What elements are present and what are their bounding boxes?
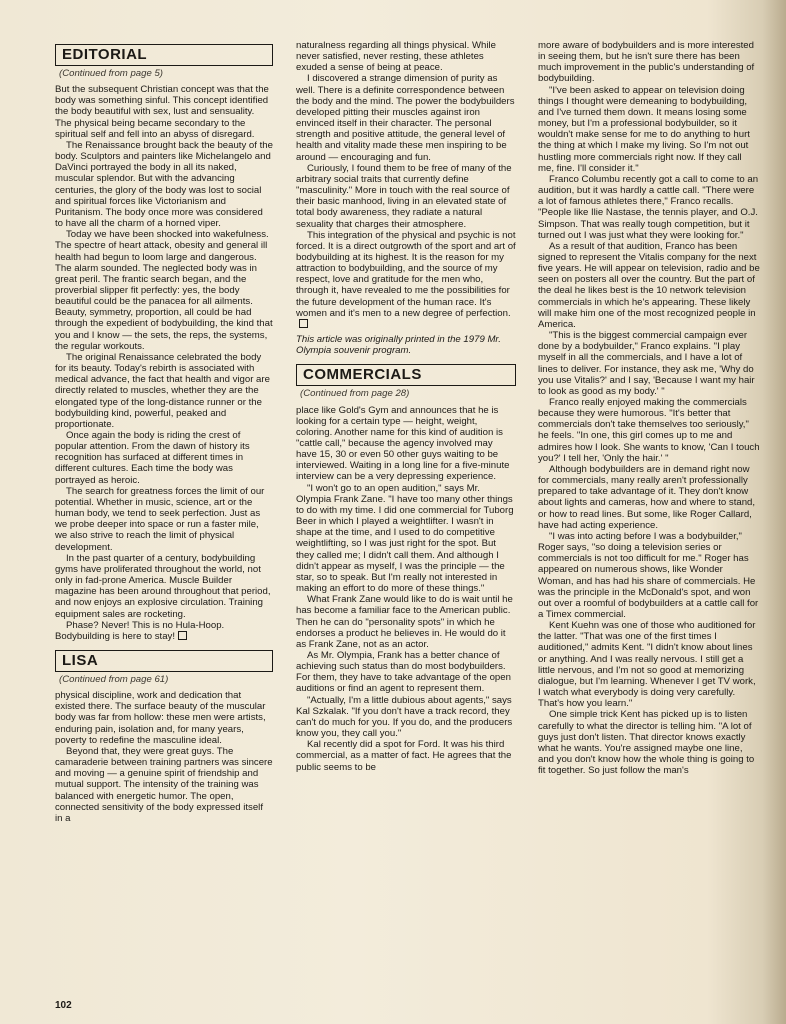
- commercials-paragraph: place like Gold's Gym and announces that he is looking for a certain type — height, weight, coloring. Another name for this kind of audition is "cattle call," because the agency involved may have 15, 30 or even 50 other guys waiting to be interviewed. Waiting in a long line for a five-minute interview can be a very depressing experience.: [296, 404, 510, 483]
- editorial-closing-text: Phase? Never! This is no Hula-Hoop. Bodybuilding is here to stay!: [55, 619, 225, 642]
- commercials-paragraph: "This is the biggest commercial campaign ever done by a bodybuilder," Franco explains. "I play myself in all the commercials, and I have a lot of lines to deliver. For instance, they ask me, 'Why do you use Vitalis?' and I say, 'Because I want my hair to look as good as my body.' ": [538, 330, 755, 397]
- commercials-paragraph: "Actually, I'm a little dubious about agents," says Kal Szkalak. "If you don't have a track record, they can't do much for you. If you do, and the producers know you, they call you.": [296, 694, 513, 740]
- lisa-heading: LISA: [55, 650, 273, 672]
- editorial-closing-paragraph: [55, 620, 273, 642]
- lisa-continued: (Continued from page 61): [59, 673, 169, 685]
- commercials-paragraph: "I was into acting before I was a bodybuilder," Roger says, "so doing a television series or commercials is not too difficult for me." Roger has appeared on numerous shows, like Wonder Woman, and has had his share of commercials. He was the principle in the McDonald's spot, and won out over a roomful of bodybuilders at a cattle call for a Timex commercial.: [538, 530, 759, 620]
- end-mark-icon: [178, 631, 187, 640]
- commercials-paragraph: Franco really enjoyed making the commercials because they were humorous. "It's better that commercials don't take themselves too seriously," he feels. "In one, this girl comes up to me and admires how I look. She wants to know, 'Can I touch you?' I tell her, 'Only the hair.' ": [538, 397, 760, 464]
- lisa-closing-text: This integration of the physical and psychic is not forced. It is a direct outgrowth of the sport and art of bodybuilding at its highest. It is the reason for my attraction to bodybuilding, and the source of my respect, love and gratitude for the men who, through it, have revealed to me the possibilities for the future development of the human race. It's women and it's men to a new degree of perfection.: [296, 229, 516, 319]
- lisa-closing-paragraph: [296, 230, 516, 330]
- commercials-paragraph: Kent Kuehn was one of those who auditioned for the latter. "That was one of the first times I auditioned," admits Kent. "I didn't know about lines or anything. And I was really nervous. I still get a little nervous, and I'm not so good at memorizing dialogue, but I'm learning. Whenever I get TV work, I watch what everybody is doing very carefully. That's how you learn.": [538, 620, 756, 710]
- commercials-paragraph: Franco Columbu recently got a call to come to an audition, but it was hardly a cattle call. "There were a lot of famous athletes there," Franco recalls. "People like Ilie Nastase, the tennis player, and O.J. Simpson. That was really tough competition, but it turned out I was just what they were looking for.": [538, 173, 759, 241]
- editorial-continued: (Continued from page 5): [59, 68, 163, 79]
- commercials-paragraph: Although bodybuilders are in demand right now for commercials, many really aren't professionally prepared to take advantage of it. They don't know about lights and cameras, how and where to stand, or how to read lines. But some, like Roger Callard, have had acting experience.: [538, 463, 756, 531]
- commercials-paragraph: As a result of that audition, Franco has been signed to represent the Vitalis company for the next five years. He will appear on television, radio and be seen on posters all over the country. But the part of the deal he likes best is the 10 network television commercials in which he's appearing. These likely will make him one of the most recognized people in America.: [538, 240, 760, 330]
- editorial-paragraph: Today we have been shocked into wakefulness. The spectre of heart attack, obesity and general ill health had begun to loom large and dangerous. The alarm sounded. The neglected body was in great peril. The frantic search began, and the proverbial slipper fit perfectly: yes, the body beautiful could be the panacea for all ailments. Beauty, symmetry, proportion, all could be had through the expedient of bodybuilding, the kind that you and I know — the sets, the reps, the systems, the regular workouts.: [55, 229, 273, 352]
- lisa-paragraph: physical discipline, work and dedication that existed there. The surface beauty of the muscular body was far from hollow: these men were artists, enduring pain, isolation and, for many years, poverty to redefine the masculine ideal.: [55, 690, 266, 746]
- lisa-source-note: This article was originally printed in the 1979 Mr. Olympia souvenir program.: [296, 334, 501, 357]
- commercials-paragraph: What Frank Zane would like to do is wait until he has become a familiar face to the American public. Then he can do "personality spots" in which he endorses a product he believes in. He would do it as Frank Zane, not as an actor.: [296, 594, 513, 650]
- column-1: [55, 44, 273, 824]
- lisa-paragraph: Curiously, I found them to be free of many of the arbitrary social traits that currently define "masculinity." More in touch with the real source of their basic manhood, living in an elevated state of total body awareness, they radiate a natural sexuality that charges their atmosphere.: [296, 162, 512, 230]
- commercials-continued: (Continued from page 28): [300, 388, 410, 400]
- commercials-paragraph: Kal recently did a spot for Ford. It was his third commercial, as a matter of fact. He agrees that the public seems to be: [296, 739, 512, 773]
- commercials-paragraph: "I've been asked to appear on television doing things I thought were demeaning to bodybuilding, and I've turned them down. It means losing some money, but I'm a professional bodybuilder, so it wouldn't make sense for me to do anything to hurt the thing at which I make my living. So I'm not out hustling more commercials right now. If they call me, fine. I'll consider it.": [538, 84, 750, 174]
- editorial-paragraph: But the subsequent Christian concept was that the body was something sinful. This concept identified the body beautiful with sex, lust and sensuality. The physical being became secondary to the spiritual self and fell into an abyss of disregard.: [55, 84, 269, 140]
- lisa-paragraph: I discovered a strange dimension of purity as well. There is a definite correspondence between the body and the mind. The power the bodybuilders developed pitting their muscles against iron envinced itself in their character. The personal strength and positive attitude, the general level of health and vitality made these men inspiring to be around — encouraging and fun.: [296, 73, 515, 163]
- column-3: [538, 40, 760, 776]
- commercials-paragraph: As Mr. Olympia, Frank has a better chance of achieving such status than do most bodybuilders. For them, they have to take advantage of the open auditions or find an agent to represent them.: [296, 649, 511, 695]
- column-2: [296, 40, 516, 773]
- editorial-paragraph: Once again the body is riding the crest of popular attention. From the dawn of history its recognition has surfaced at different times in different cultures. Each time the body was portrayed as heroic.: [55, 430, 250, 486]
- editorial-paragraph: In the past quarter of a century, bodybuilding gyms have proliferated throughout the world, not only in fad-prone America. Muscle Builder magazine has been around throughout that period, and now enjoys an explosive circulation. Training equipment sales are rocketing.: [55, 552, 271, 620]
- editorial-paragraph: The original Renaissance celebrated the body for its beauty. Today's rebirth is associated with medical advance, the fact that health and vigor are directly related to muscles, whether they are the elongated type of the long-distance runner or the bodybuilding kind, powerful, peaked and proportionate.: [55, 351, 270, 430]
- commercials-heading: COMMERCIALS: [296, 364, 516, 386]
- commercials-paragraph: more aware of bodybuilders and is more interested in seeing them, but he isn't sure there has been much improvement in the public's understanding of bodybuilding.: [538, 40, 755, 85]
- lisa-paragraph: Beyond that, they were great guys. The camaraderie between training partners was sincere and moving — a genuine spirit of friendship and mutual support. The intensity of the training was balanced with energetic humor. The open, connected sensitivity of the body expressed itself in a: [55, 745, 273, 824]
- editorial-heading: EDITORIAL: [55, 44, 273, 66]
- lisa-paragraph: naturalness regarding all things physical. While never satisfied, never resting, these athletes exuded a sense of being at peace.: [296, 40, 496, 74]
- editorial-paragraph: The Renaissance brought back the beauty of the body. Sculptors and painters like Michelangelo and DaVinci portrayed the body in all its naked, muscular splendor. But with the advancing centuries, the glory of the body was lost to social and spiritual forces like Victorianism and Puritanism. The body once more was considered to have all the charm of a horned viper.: [55, 139, 273, 230]
- commercials-paragraph: "I won't go to an open audition," says Mr. Olympia Frank Zane. "I have too many other things to do with my time. I did one commercial for Tuborg Beer in which I played a weightlifter. I wasn't in shape at the time, and I used to do competitive weightlifting, so I was just right for the spot. But they called me; I didn't call them. And although I didn't appear as myself, I was the principle — the star, so to speak. But I'm really not interested in making an effort to do more of these things.": [296, 482, 514, 595]
- end-mark-icon: [299, 319, 308, 328]
- commercials-paragraph: One simple trick Kent has picked up is to listen carefully to what the director is telling him. "A lot of guys just don't listen. That director knows exactly what he wants. You're assigned maybe one line, and you don't know how the whole thing is going to fit together. So just follow the man's: [538, 709, 755, 777]
- editorial-paragraph: The search for greatness forces the limit of our potential. Whether in music, science, art or the human body, we tend to seek perfection. Just as we probe deeper into space or run a faster mile, we also strive to reach the limit of physical development.: [55, 485, 265, 553]
- page-number: 102: [55, 1000, 72, 1011]
